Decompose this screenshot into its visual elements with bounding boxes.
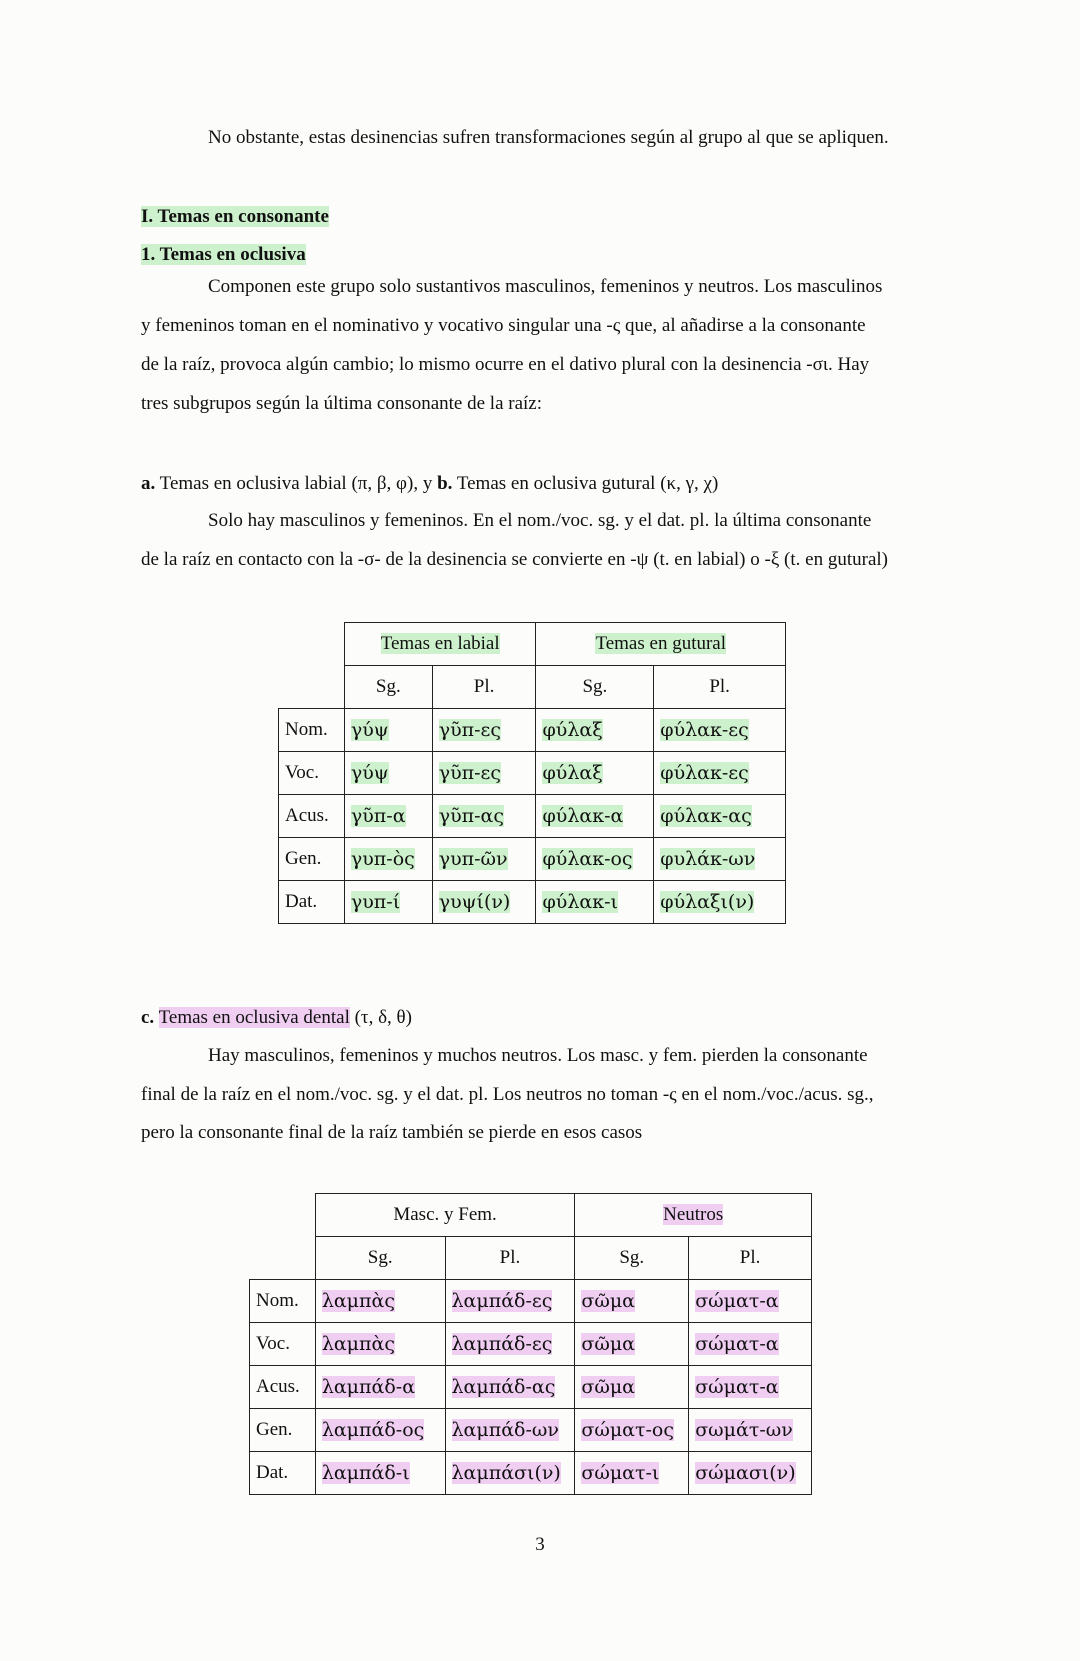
table-row — [250, 1366, 812, 1409]
table2-header-masc-fem: Masc. y Fem. — [315, 1194, 575, 1237]
para1-line4: tres subgrupos según la última consonante de la raíz: — [141, 393, 543, 414]
table-cell-text: λαμπάδ-ες — [451, 1290, 553, 1312]
table2-num-header: Pl. — [445, 1237, 575, 1280]
subheading-c — [141, 1008, 412, 1027]
case-label: Nom. — [250, 1280, 316, 1323]
table-row — [279, 838, 786, 881]
table-cell-text: φύλαξ — [542, 762, 603, 784]
table-cell-text: σώματ-α — [695, 1290, 779, 1312]
table1-num-header: Pl. — [654, 666, 786, 709]
para1-line2: y femeninos toman en el nominativo y vocativo singular una -ς que, al añadirse a la consonante — [141, 315, 866, 336]
table-cell — [432, 838, 536, 881]
table-cell-text: φύλακ-α — [542, 805, 624, 827]
table-row — [279, 709, 786, 752]
table-cell — [445, 1452, 575, 1495]
para2-line2: de la raíz en contacto con la -σ- de la desinencia se convierte en -ψ (t. en labial) o -ξ (t. en gutural) — [141, 549, 888, 570]
table-cell — [432, 795, 536, 838]
heading-temas-consonante — [141, 207, 329, 226]
table2-num-header: Pl. — [689, 1237, 812, 1280]
table-cell-text: λαμπάδ-ι — [321, 1462, 410, 1484]
table-cell-text: γῦπ-ας — [438, 805, 505, 827]
subheading-a-text: Temas en oclusiva labial (π, β, φ), y — [159, 473, 433, 494]
table-cell — [536, 709, 654, 752]
table-cell — [315, 1409, 445, 1452]
subheading-a-label: a. — [141, 473, 156, 494]
table1-num-header: Pl. — [432, 666, 536, 709]
table-cell-text: φύλακ-ας — [660, 805, 752, 827]
table-labial-gutural — [278, 622, 786, 924]
table-cell-text: φύλακ-ος — [542, 848, 633, 870]
table-cell-text: γυψί(ν) — [438, 891, 511, 913]
table1-header-labial-text: Temas en labial — [380, 633, 500, 654]
table-cell — [432, 709, 536, 752]
table-cell-text: λαμπάδ-ος — [321, 1419, 425, 1441]
table-row — [279, 795, 786, 838]
table2-header-neutros-text: Neutros — [663, 1204, 724, 1225]
para1-line1: Componen este grupo solo sustantivos masculinos, femeninos y neutros. Los masculinos — [208, 276, 883, 297]
subheading-b-text: Temas en oclusiva gutural (κ, γ, χ) — [456, 473, 719, 494]
table-row — [250, 1323, 812, 1366]
table-row — [250, 1409, 812, 1452]
table-cell — [654, 838, 786, 881]
heading-temas-oclusiva-text: 1. Temas en oclusiva — [141, 244, 306, 265]
table-cell — [575, 1409, 689, 1452]
table-cell-text: γυπ-ῶν — [438, 848, 508, 870]
subheading-c-label: c. — [141, 1007, 155, 1028]
case-label: Acus. — [279, 795, 345, 838]
table-row — [279, 752, 786, 795]
subheading-c-rest: (τ, δ, θ) — [349, 1007, 412, 1028]
table-cell — [344, 838, 432, 881]
table-cell-text: φύλακ-ι — [542, 891, 618, 913]
table2-corner2 — [250, 1237, 316, 1280]
table-cell-text: σώματ-α — [695, 1333, 779, 1355]
table2-header-neutros — [575, 1194, 812, 1237]
table-cell — [536, 795, 654, 838]
para3-line2: final de la raíz en el nom./voc. sg. y el dat. pl. Los neutros no toman -ς en el nom./voc./acus. sg., — [141, 1084, 874, 1105]
table-cell-text: φύλαξι(ν) — [660, 891, 755, 913]
para3-line1: Hay masculinos, femeninos y muchos neutros. Los masc. y fem. pierden la consonante — [208, 1045, 868, 1066]
table-cell-text: σῶμα — [581, 1376, 636, 1398]
table-cell-text: γυπ-ί — [350, 891, 401, 913]
case-label: Acus. — [250, 1366, 316, 1409]
case-label: Nom. — [279, 709, 345, 752]
table2-num-header: Sg. — [315, 1237, 445, 1280]
table1-header-gutural — [536, 623, 786, 666]
table-cell-text: λαμπὰς — [321, 1333, 395, 1355]
table-cell — [689, 1323, 812, 1366]
table-cell-text: λαμπάσι(ν) — [451, 1462, 561, 1484]
heading-temas-consonante-text: I. Temas en consonante — [141, 206, 329, 227]
table1-num-header: Sg. — [536, 666, 654, 709]
table-cell — [654, 881, 786, 924]
page-number: 3 — [535, 1534, 545, 1555]
table-cell — [445, 1366, 575, 1409]
table-cell — [536, 752, 654, 795]
table-cell-text: φυλάκ-ων — [660, 848, 756, 870]
case-label: Voc. — [250, 1323, 316, 1366]
table-cell — [445, 1280, 575, 1323]
table-cell — [344, 752, 432, 795]
table-cell — [445, 1323, 575, 1366]
case-label: Voc. — [279, 752, 345, 795]
table-cell-text: σώματ-ι — [581, 1462, 660, 1484]
table-cell-text: γυπ-ὸς — [350, 848, 415, 870]
table-cell — [315, 1323, 445, 1366]
table-cell-text: φύλακ-ες — [660, 719, 749, 741]
table-cell-text: σώματ-α — [695, 1376, 779, 1398]
table-row — [279, 881, 786, 924]
intro-text: No obstante, estas desinencias sufren transformaciones según al grupo al que se apliquen. — [208, 127, 889, 148]
table-cell — [536, 838, 654, 881]
table-cell — [432, 752, 536, 795]
table-cell — [654, 709, 786, 752]
table-cell — [344, 795, 432, 838]
table-cell — [654, 795, 786, 838]
case-label: Gen. — [279, 838, 345, 881]
table-cell-text: φύλακ-ες — [660, 762, 749, 784]
table-cell-text: σώματ-ος — [581, 1419, 675, 1441]
table-cell — [445, 1409, 575, 1452]
table-cell — [536, 881, 654, 924]
table-cell — [344, 881, 432, 924]
table-cell-text: λαμπὰς — [321, 1290, 395, 1312]
table-cell — [689, 1409, 812, 1452]
table-cell — [689, 1452, 812, 1495]
table-cell-text: λαμπάδ-ας — [451, 1376, 556, 1398]
heading-temas-oclusiva — [141, 245, 306, 264]
table1-corner2 — [279, 666, 345, 709]
subheading-ab — [141, 474, 718, 493]
table-cell-text: σῶμα — [581, 1290, 636, 1312]
table2-corner — [250, 1194, 316, 1237]
table-cell — [315, 1452, 445, 1495]
table-cell — [575, 1452, 689, 1495]
table1-num-header: Sg. — [344, 666, 432, 709]
table-cell — [315, 1366, 445, 1409]
para2-line1: Solo hay masculinos y femeninos. En el nom./voc. sg. y el dat. pl. la última consonante — [208, 510, 872, 531]
table-cell — [689, 1280, 812, 1323]
table-cell — [432, 881, 536, 924]
table-cell-text: γύψ — [350, 762, 389, 784]
table-dental — [249, 1193, 812, 1495]
subheading-c-highlight: Temas en oclusiva dental — [158, 1007, 350, 1028]
table-cell — [575, 1323, 689, 1366]
table-cell-text: λαμπάδ-ων — [451, 1419, 559, 1441]
table-cell-text: γῦπ-ες — [438, 762, 502, 784]
subheading-b-label: b. — [437, 473, 453, 494]
table-cell — [344, 709, 432, 752]
table-cell — [654, 752, 786, 795]
table-cell-text: σῶμα — [581, 1333, 636, 1355]
table1-header-gutural-text: Temas en gutural — [595, 633, 727, 654]
table-cell — [689, 1366, 812, 1409]
case-label: Gen. — [250, 1409, 316, 1452]
case-label: Dat. — [279, 881, 345, 924]
table1-corner — [279, 623, 345, 666]
table-cell-text: σωμάτ-ων — [695, 1419, 793, 1441]
table-row — [250, 1280, 812, 1323]
table-cell — [575, 1280, 689, 1323]
case-label: Dat. — [250, 1452, 316, 1495]
table-cell — [315, 1280, 445, 1323]
table-cell-text: γύψ — [350, 719, 389, 741]
table-cell-text: σώμασι(ν) — [695, 1462, 796, 1484]
para3-line3: pero la consonante final de la raíz también se pierde en esos casos — [141, 1122, 643, 1143]
table-cell — [575, 1366, 689, 1409]
table1-header-labial — [344, 623, 536, 666]
table2-num-header: Sg. — [575, 1237, 689, 1280]
table-cell-text: φύλαξ — [542, 719, 603, 741]
table-cell-text: γῦπ-α — [350, 805, 406, 827]
table-cell-text: λαμπάδ-ες — [451, 1333, 553, 1355]
table-cell-text: λαμπάδ-α — [321, 1376, 416, 1398]
table-row — [250, 1452, 812, 1495]
table-cell-text: γῦπ-ες — [438, 719, 502, 741]
para1-line3: de la raíz, provoca algún cambio; lo mismo ocurre en el dativo plural con la desinencia -σι. Hay — [141, 354, 870, 375]
